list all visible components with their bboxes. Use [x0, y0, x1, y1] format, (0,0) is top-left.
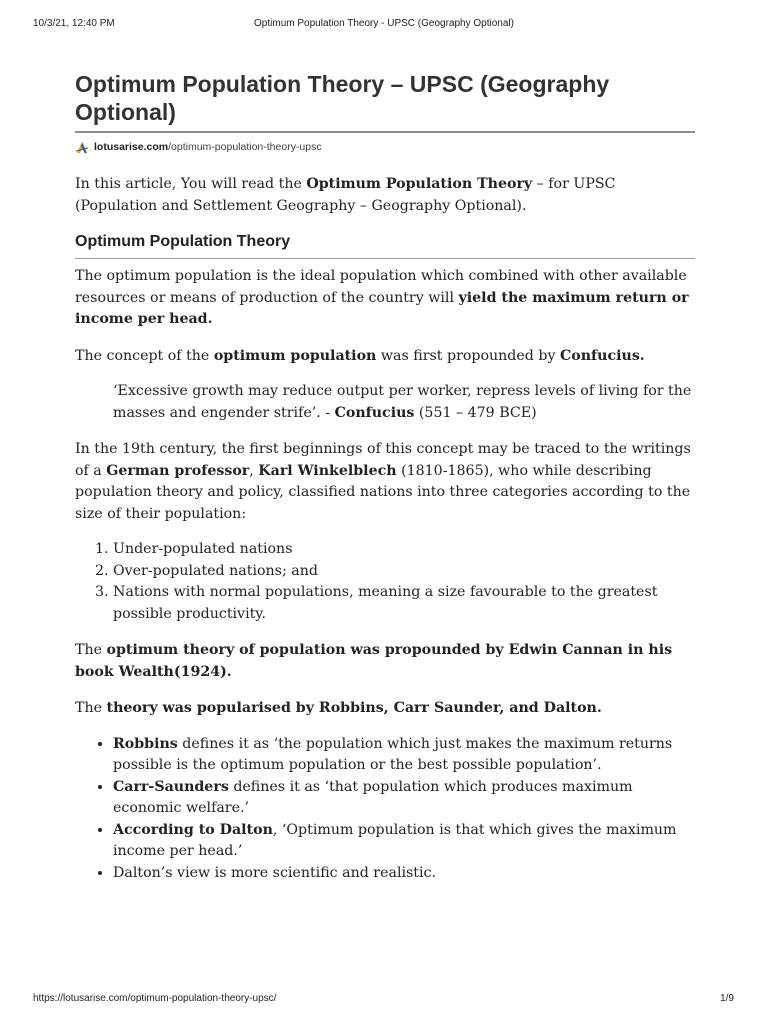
print-datetime: 10/3/21, 12:40 PM	[33, 18, 115, 29]
confucius-quote: ‘Excessive growth may reduce output per worker, repress levels of living for the masses and engender strife’. - Confucius (551 – 479 BCE)	[113, 383, 692, 421]
cannan-paragraph: The optimum theory of population was propounded by Edwin Cannan in his book Wealth(1924).	[75, 642, 673, 680]
list-item: 3. Nations with normal populations, meaning a size favourable to the greatest possible productivity.	[113, 582, 695, 625]
source-domain[interactable]: lotusarise.com	[94, 141, 169, 153]
lotusarise-logo-icon	[75, 140, 89, 154]
list-item: 2. Over-populated nations; and	[113, 561, 695, 583]
source-link[interactable]	[75, 139, 695, 155]
intro-paragraph: In this article, You will read the Optimum Population Theory – for UPSC (Population and Settlement Geography – Geography Optional).	[75, 176, 616, 214]
nation-categories-list	[75, 539, 695, 625]
title-divider	[75, 131, 695, 133]
source-path[interactable]: /optimum-population-theory-upsc	[168, 141, 322, 153]
definitions-list	[75, 734, 695, 885]
definition-paragraph: The optimum population is the ideal population which combined with other available resources or means of production of the country will yield the maximum return or income per head.	[75, 268, 689, 327]
list-item: 1. Under-populated nations	[113, 539, 695, 561]
article	[75, 70, 695, 884]
confucius-paragraph: The concept of the optimum population was first propounded by Confucius.	[75, 347, 645, 364]
article-title: Optimum Population Theory – UPSC (Geography Optional)	[75, 71, 610, 125]
winkelblech-paragraph: In the 19th century, the first beginnings of this concept may be traced to the writings of a German professor, Karl Winkelblech (1810-1865), who while describing population theory and policy, classified nations into three categories according to the size of their population:	[75, 441, 691, 522]
list-item: • Robbins defines it as ‘the population which just makes the maximum returns possible is the optimum population or the best possible population’.	[113, 734, 695, 777]
print-title: Optimum Population Theory - UPSC (Geography Optional)	[254, 18, 514, 29]
popularised-paragraph: The theory was popularised by Robbins, Carr Saunder, and Dalton.	[75, 700, 602, 716]
section-heading: Optimum Population Theory	[75, 233, 291, 250]
list-item: • Carr-Saunders defines it as ‘that population which produces maximum economic welfare.’	[113, 777, 695, 820]
page-number: 1/9	[720, 993, 734, 1004]
section-divider	[75, 258, 695, 259]
list-item: • Dalton’s view is more scientific and realistic.	[113, 863, 695, 885]
print-url[interactable]: https://lotusarise.com/optimum-population-theory-upsc/	[33, 993, 277, 1004]
list-item: • According to Dalton, ‘Optimum population is that which gives the maximum income per head.’	[113, 820, 695, 863]
